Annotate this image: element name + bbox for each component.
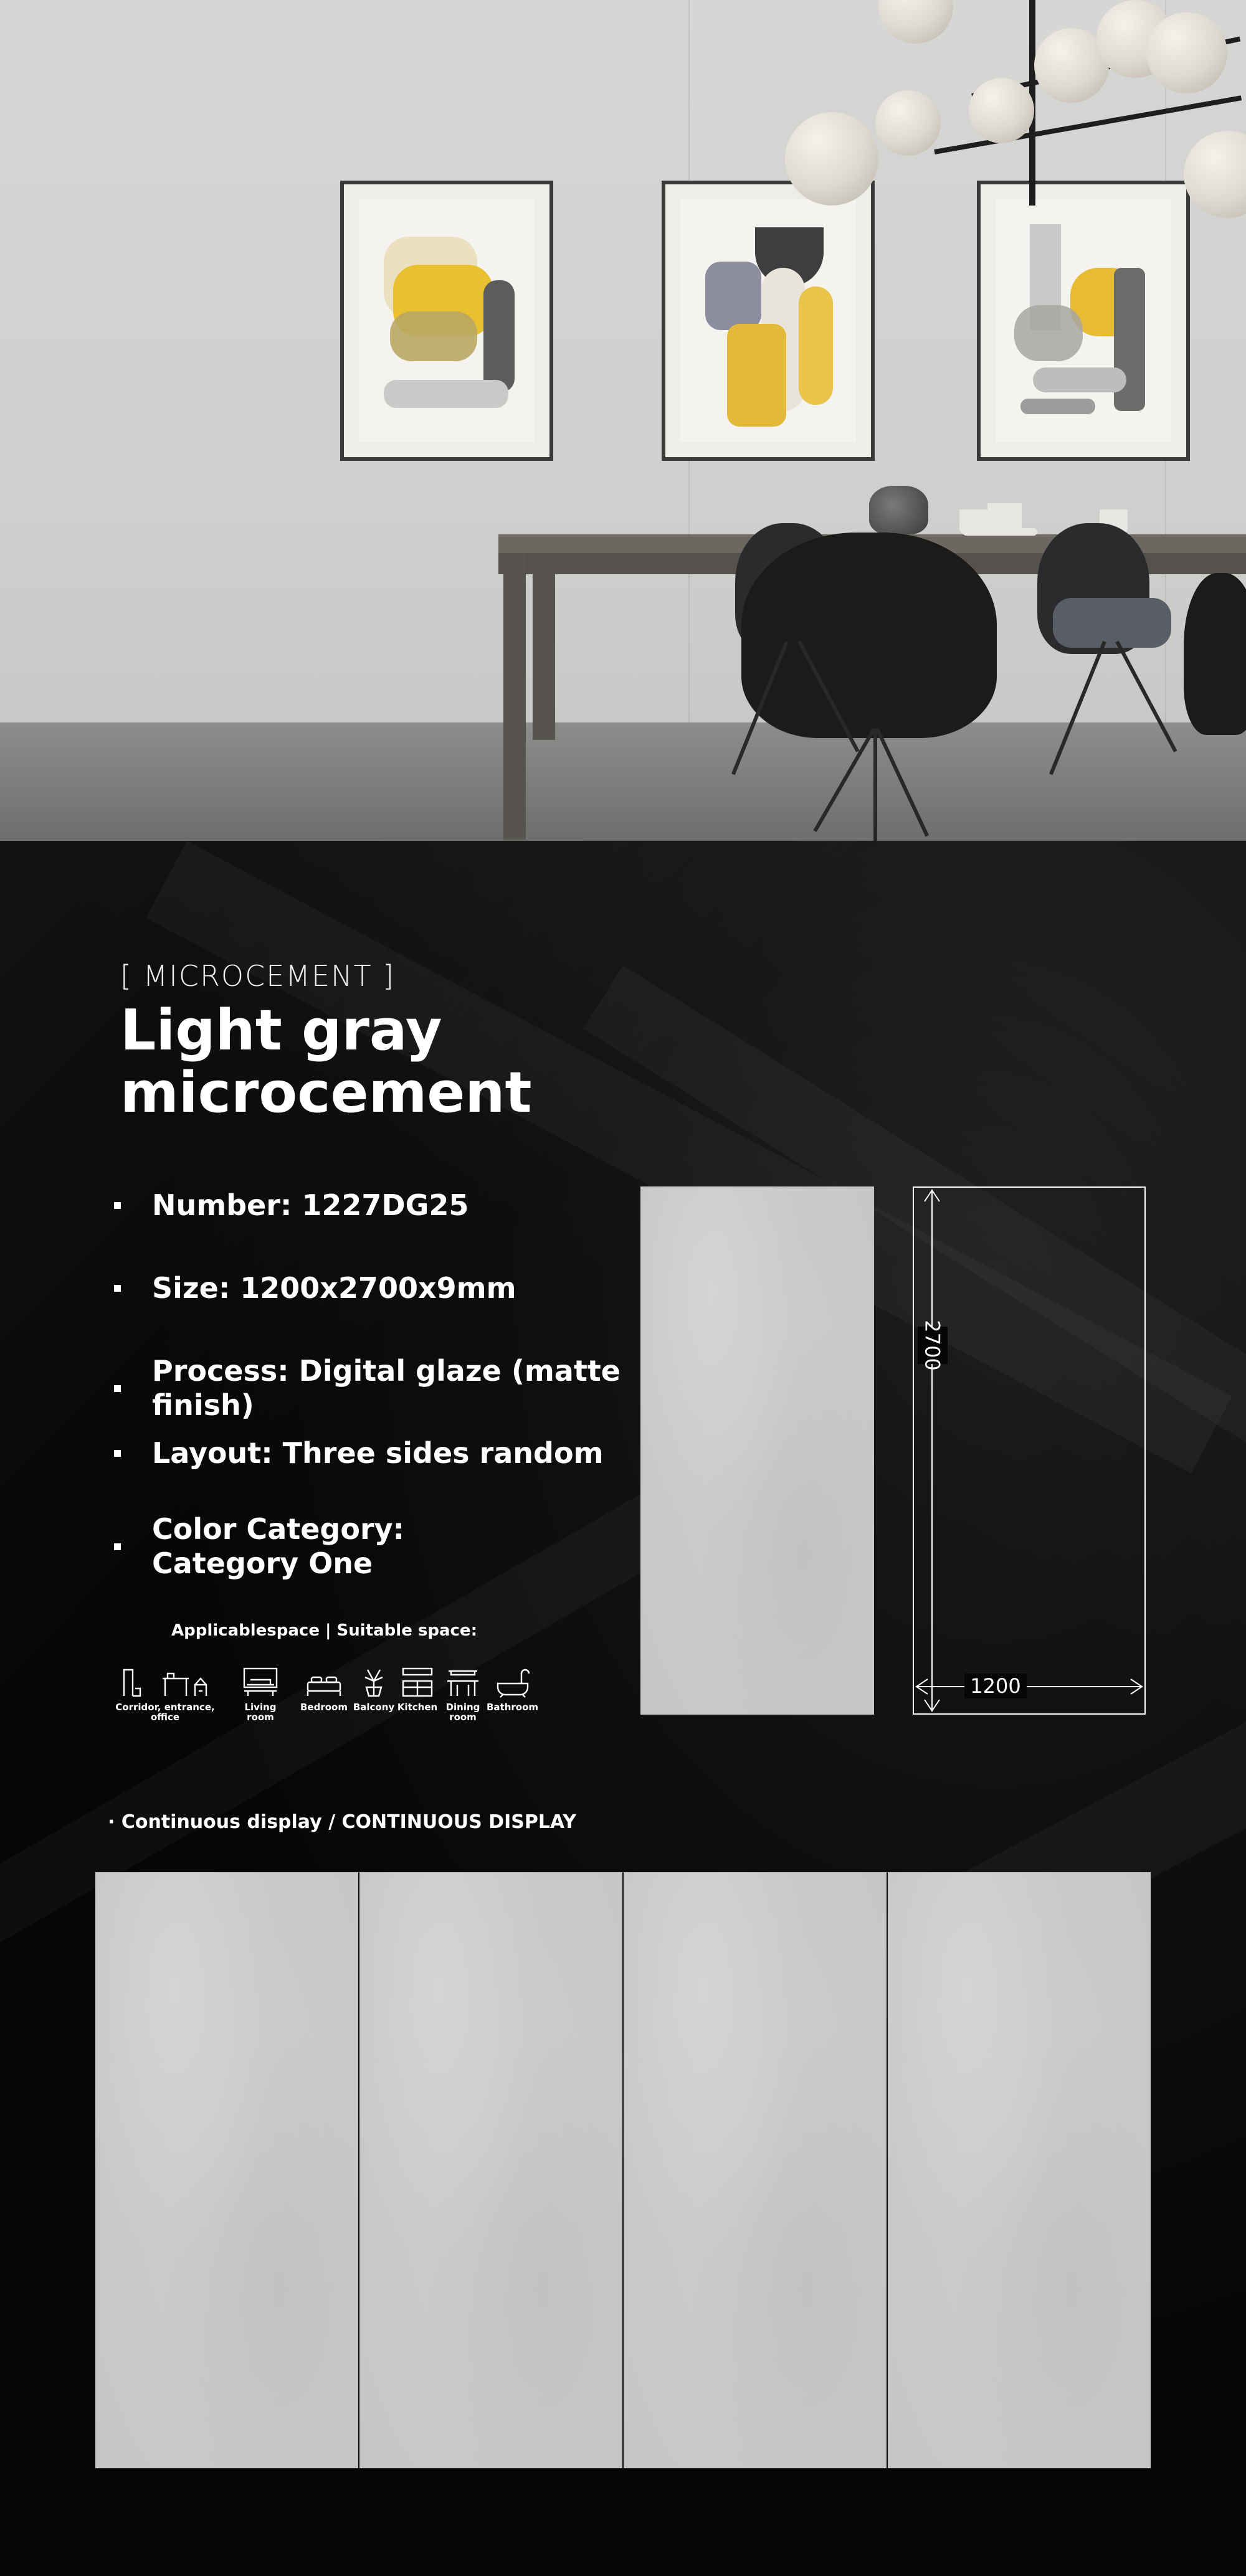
chair-edge <box>1184 573 1246 735</box>
dimension-outline <box>913 1186 1146 1715</box>
table-leg <box>533 553 555 740</box>
bedroom-icon <box>304 1666 344 1698</box>
continuous-tile-2 <box>359 1872 622 2468</box>
continuous-tile-4 <box>888 1872 1151 2468</box>
space-item-bathroom <box>483 1666 542 1712</box>
tile-sample <box>640 1186 874 1715</box>
space-label: Corridor, entrance, office <box>115 1702 215 1723</box>
lamp-globe <box>1146 12 1227 93</box>
floor <box>0 722 1246 841</box>
continuous-tile-3 <box>624 1872 887 2468</box>
chair-front <box>741 533 997 738</box>
space-label: Dining room <box>445 1702 480 1723</box>
height-label <box>918 1320 948 1371</box>
lamp-globe <box>785 112 878 206</box>
space-item-bedroom <box>296 1666 352 1712</box>
corridor-icon <box>121 1666 209 1698</box>
balcony-icon <box>358 1666 389 1698</box>
lamp-globe <box>1184 131 1246 218</box>
space-label: Bathroom <box>486 1702 539 1713</box>
space-item-living-room <box>242 1666 279 1722</box>
table-leg <box>503 553 526 840</box>
spec-text: Color Category: Category One <box>152 1512 405 1580</box>
artwork-frame-center <box>662 181 875 461</box>
bathroom-icon <box>494 1666 531 1698</box>
spec-item-size <box>114 1271 516 1305</box>
applicable-space-title: Applicablespace | Suitable space: <box>171 1621 477 1640</box>
living-room-icon <box>242 1666 279 1698</box>
spec-item-number <box>114 1188 468 1223</box>
plate <box>963 528 1037 536</box>
width-label: 1200 <box>964 1674 1027 1698</box>
bullet-icon <box>114 1285 121 1292</box>
dining-room-icon <box>445 1666 481 1698</box>
spec-item-layout <box>114 1436 604 1470</box>
spec-item-process <box>114 1354 650 1423</box>
vase <box>869 486 928 534</box>
bullet-icon <box>114 1543 121 1550</box>
chair-leg <box>873 729 877 841</box>
height-value: 2700 <box>921 1320 944 1371</box>
spec-text: Layout: Three sides random <box>152 1436 604 1470</box>
product-title: Light gray microcement <box>120 998 532 1125</box>
space-item-dining-room <box>441 1666 485 1722</box>
space-label: Living room <box>244 1702 277 1723</box>
space-label: Balcony <box>353 1702 395 1713</box>
hero-image <box>0 0 1246 841</box>
lamp-globe <box>875 90 941 156</box>
space-item-kitchen <box>389 1666 445 1712</box>
artwork-frame-left <box>340 181 553 461</box>
lamp-globe <box>878 0 953 44</box>
spec-text: Size: 1200x2700x9mm <box>152 1271 516 1305</box>
continuous-tile-1 <box>95 1872 358 2468</box>
height-arrow-icon <box>921 1186 946 1715</box>
space-item-corridor <box>106 1666 224 1722</box>
category-tag: [ MICROCEMENT ] <box>120 959 396 993</box>
lamp-globe <box>969 78 1034 143</box>
chair-cushion <box>1053 598 1171 648</box>
continuous-display-title: · Continuous display / CONTINUOUS DISPLAY <box>108 1811 577 1833</box>
space-label: Bedroom <box>300 1702 348 1713</box>
continuous-display-tiles <box>95 1872 1151 2468</box>
artwork-frame-right <box>977 181 1190 461</box>
spec-text: Process: Digital glaze (matte finish) <box>152 1354 621 1422</box>
bullet-icon <box>114 1385 121 1392</box>
spec-item-color-category <box>114 1512 404 1581</box>
kitchen-icon <box>399 1666 435 1698</box>
bullet-icon <box>114 1202 121 1209</box>
width-arrow-icon <box>913 1675 1146 1698</box>
space-label: Kitchen <box>397 1702 438 1713</box>
spec-text: Number: 1227DG25 <box>152 1188 469 1222</box>
bullet-icon <box>114 1450 121 1457</box>
